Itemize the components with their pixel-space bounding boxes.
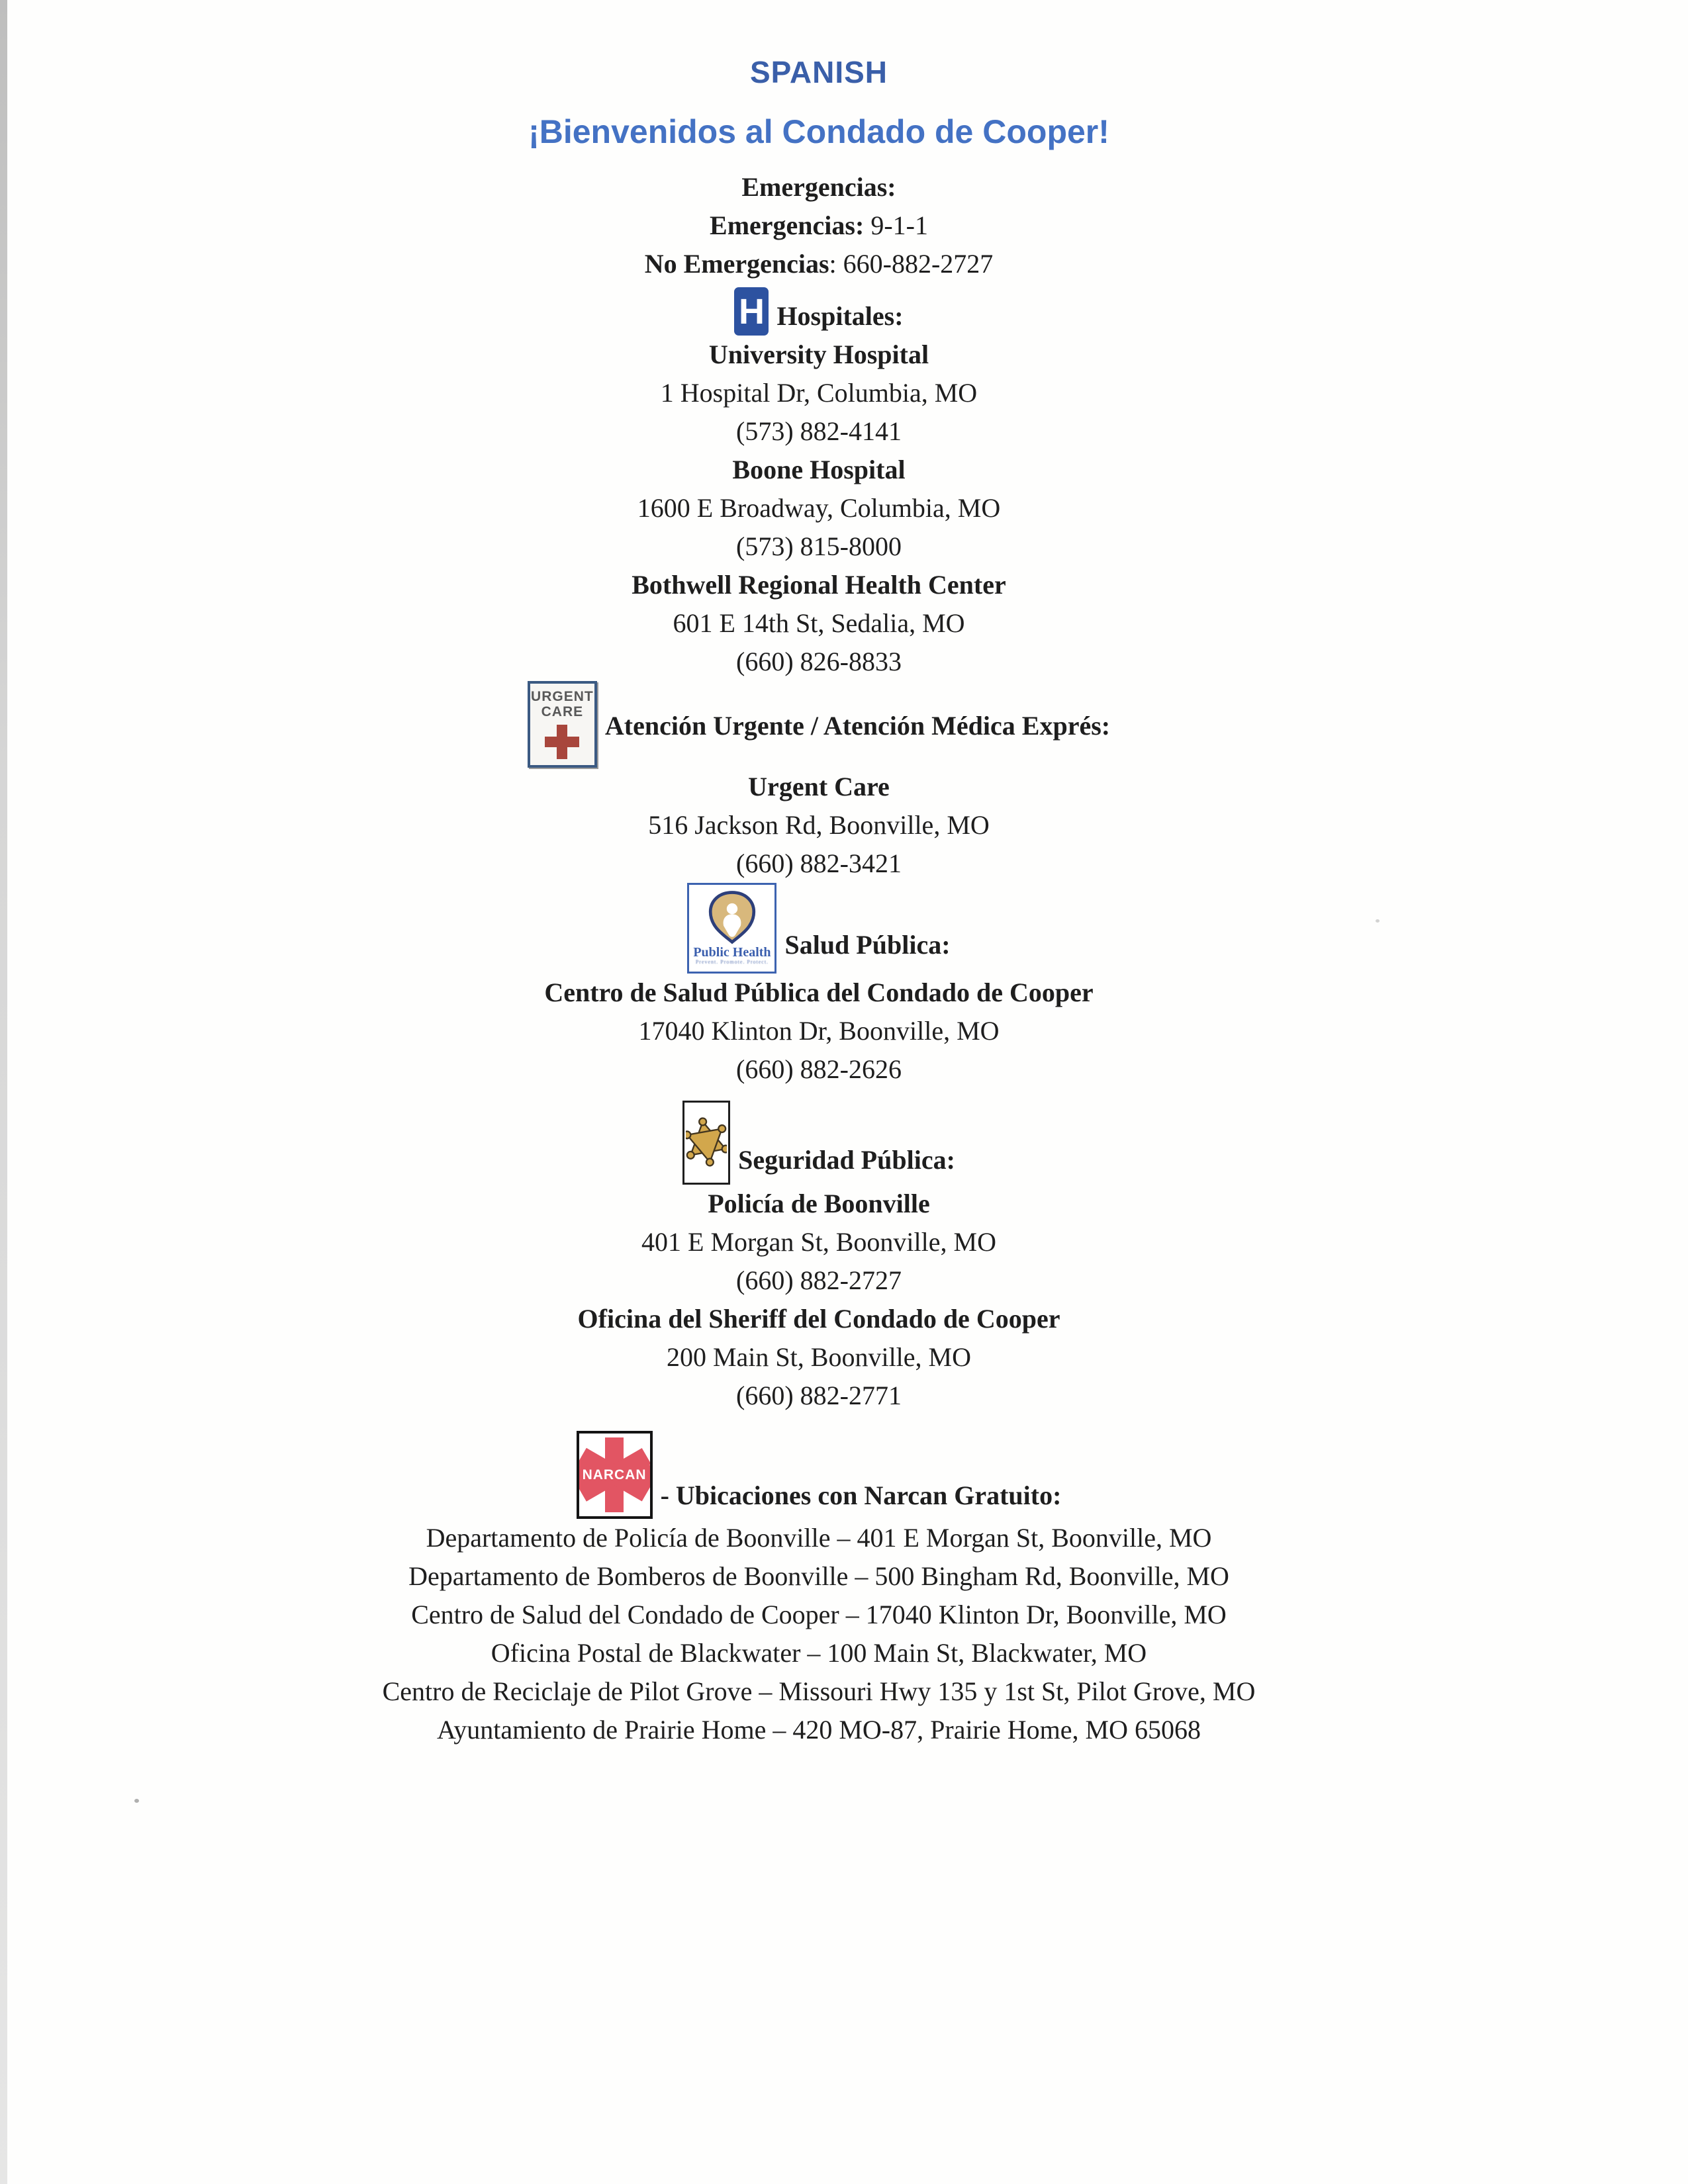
welcome-title: ¡Bienvenidos al Condado de Cooper!	[528, 113, 1109, 150]
hospital-name: Bothwell Regional Health Center	[632, 570, 1006, 600]
emergency-label: Emergencias:	[710, 210, 865, 240]
narcan-label-band: NARCAN	[577, 1465, 652, 1485]
public-health-icon-title: Public Health	[693, 945, 771, 960]
urgent-care-heading-row	[0, 681, 1638, 768]
facility-address: 401 E Morgan St, Boonville, MO	[641, 1227, 996, 1257]
facility-phone: (660) 882-2771	[736, 1381, 902, 1410]
emergency-number: 9-1-1	[864, 210, 928, 240]
urgent-care-icon-label: URGENT CARE	[531, 689, 594, 719]
hospitals-section	[0, 287, 1638, 681]
facility-address: 200 Main St, Boonville, MO	[666, 1342, 972, 1372]
facility-address: 17040 Klinton Dr, Boonville, MO	[638, 1016, 1000, 1046]
public-health-shield-icon	[706, 890, 758, 944]
emergency-number-line	[0, 206, 1638, 245]
language-tag: SPANISH	[749, 55, 888, 89]
public-safety-section	[0, 1101, 1638, 1415]
facility-name: Centro de Salud Pública del Condado de Cooper	[544, 978, 1094, 1007]
non-emergency-number: : 660-882-2727	[829, 249, 994, 279]
non-emergency-label: No Emergencias	[644, 249, 829, 279]
hospital-address: 601 E 14th St, Sedalia, MO	[673, 608, 965, 638]
facility-phone: (660) 882-2626	[736, 1054, 902, 1084]
urgent-care-icon	[528, 681, 597, 768]
public-health-section	[0, 883, 1638, 1089]
narcan-location: Centro de Salud del Condado de Cooper – 17040 Klinton Dr, Boonville, MO	[411, 1600, 1227, 1629]
public-safety-heading-row	[0, 1101, 1638, 1185]
emergency-heading: Emergencias:	[741, 172, 896, 202]
narcan-section	[0, 1431, 1638, 1749]
facility-phone: (660) 882-2727	[736, 1265, 902, 1295]
hospital-address: 1600 E Broadway, Columbia, MO	[637, 493, 1001, 523]
narcan-star-of-life-icon	[577, 1431, 653, 1519]
non-emergency-number-line	[0, 245, 1638, 283]
urgent-care-section	[0, 681, 1638, 883]
hospitals-heading: Hospitales:	[776, 301, 904, 331]
hospital-address: 1 Hospital Dr, Columbia, MO	[660, 378, 978, 408]
narcan-location: Centro de Reciclaje de Pilot Grove – Missouri Hwy 135 y 1st St, Pilot Grove, MO	[382, 1676, 1256, 1706]
emergency-section	[0, 168, 1638, 283]
public-health-heading: Salud Pública:	[784, 930, 951, 960]
facility-phone: (660) 882-3421	[736, 848, 902, 878]
public-health-heading-row	[0, 883, 1638, 974]
public-health-icon	[687, 883, 776, 974]
facility-address: 516 Jackson Rd, Boonville, MO	[648, 810, 990, 840]
hospitals-heading-row	[0, 287, 1638, 336]
urgent-care-heading: Atención Urgente / Atención Médica Exprés:	[604, 711, 1111, 741]
facility-name: Oficina del Sheriff del Condado de Cooper	[577, 1304, 1060, 1334]
narcan-location: Departamento de Policía de Boonville – 401 E Morgan St, Boonville, MO	[426, 1523, 1212, 1553]
narcan-location: Oficina Postal de Blackwater – 100 Main St, Blackwater, MO	[491, 1638, 1147, 1668]
facility-name: Urgent Care	[748, 772, 890, 801]
narcan-location: Ayuntamiento de Prairie Home – 420 MO-87, Prairie Home, MO 65068	[437, 1715, 1201, 1745]
hospital-name: Boone Hospital	[732, 455, 906, 484]
sheriff-star-icon	[682, 1101, 730, 1185]
hospital-icon: H	[734, 287, 769, 336]
red-cross-icon	[545, 725, 579, 759]
hospital-phone: (573) 815-8000	[736, 531, 902, 561]
hospital-phone: (660) 826-8833	[736, 647, 902, 676]
scan-speck	[134, 1799, 139, 1803]
narcan-location: Departamento de Bomberos de Boonville – 500 Bingham Rd, Boonville, MO	[408, 1561, 1229, 1591]
hospital-name: University Hospital	[708, 340, 929, 369]
public-safety-heading: Seguridad Pública:	[738, 1145, 955, 1175]
hospital-phone: (573) 882-4141	[736, 416, 902, 446]
narcan-heading-row	[0, 1431, 1638, 1519]
public-health-icon-tagline: Prevent. Promote. Protect.	[695, 959, 769, 965]
narcan-heading: - Ubicaciones con Narcan Gratuito:	[660, 1480, 1062, 1510]
facility-name: Policía de Boonville	[708, 1189, 930, 1218]
